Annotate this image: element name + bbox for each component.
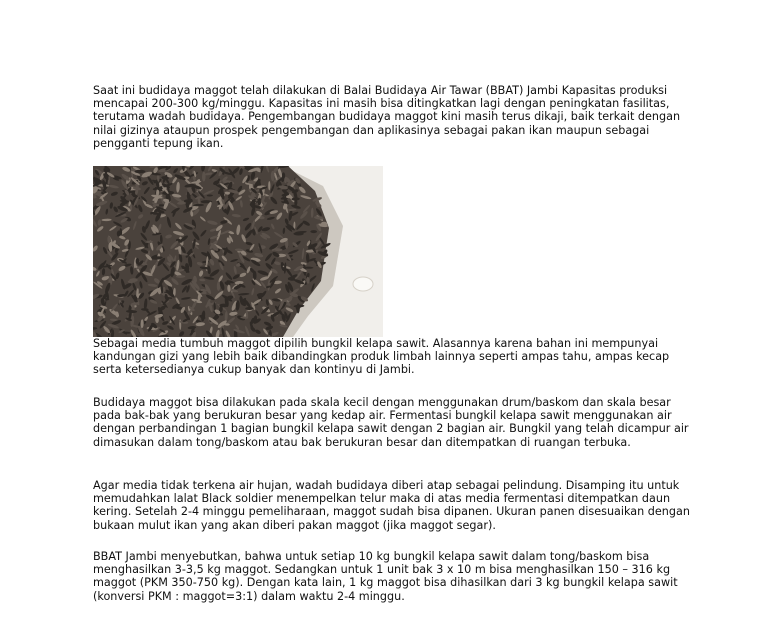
maggot xyxy=(135,170,146,174)
paragraph-atap: Agar media tidak terkena air hujan, wadah budidaya diberi atap sebagai pelindung. Disamping itu untuk memudahkan lalat Black soldier menempelkan telur maka di atas media fermentasi ditempatkan daun kering. Setelah 2-4 minggu pemeliharaan, maggot sudah bisa dipanen. Ukuran panen disesuaikan dengan bukaan mulut ikan yang akan diberi pakan maggot (jika maggot segar). xyxy=(93,479,690,532)
maggot xyxy=(284,177,287,183)
white-object xyxy=(353,277,373,291)
paragraph-media: Sebagai media tumbuh maggot dipilih bungkil kelapa sawit. Alasannya karena bahan ini mempunyai kandungan gizi yang lebih baik dibandingkan produk limbah lainnya seperti ampas tahu, ampas kecap serta ketersedianya cukup banyak dan kontinyu di Jambi. xyxy=(93,337,670,377)
paragraph-budidaya: Budidaya maggot bisa dilakukan pada skala kecil dengan menggunakan drum/baskom dan skala besar pada bak-bak yang berukuran besar yang kedap air. Fermentasi bungkil kelapa sawit menggunakan air dengan perbandingan 1 bagian bungkil kelapa sawit dengan 2 bagian air. Bungkil yang telah dicampur air dimasukan dalam tong/baskom atau bak berukuran besar dan ditempatkan di ruangan terbuka. xyxy=(93,396,689,449)
maggot-tray-photo xyxy=(93,166,383,337)
maggot xyxy=(310,230,317,233)
paragraph-intro: Saat ini budidaya maggot telah dilakukan di Balai Budidaya Air Tawar (BBAT) Jambi Kapasitas produksi mencapai 200-300 kg/minggu. Kapasitas ini masih bisa ditingkatkan lagi dengan peningkatan fasilitas, terutama wadah budidaya. Pengembangan budidaya maggot kini masih terus dikaji, baik terkait dengan nilai gizinya ataupun prospek pengembangan dan aplikasinya sebagai pakan ikan maupun sebagai pengganti tepung ikan. xyxy=(93,84,681,150)
paragraph-bbat-hasil: BBAT Jambi menyebutkan, bahwa untuk setiap 10 kg bungkil kelapa sawit dalam tong/baskom bisa menghasilkan 3-3,5 kg maggot. Sedangkan untuk 1 unit bak 3 x 10 m bisa menghasilkan 150 – 316 kg maggot (PKM 350-750 kg). Dengan kata lain, 1 kg maggot bisa dihasilkan dari 3 kg bungkil kelapa sawit (konversi PKM : maggot=3:1) dalam waktu 2-4 minggu. xyxy=(93,550,678,603)
maggot-tray-image xyxy=(93,166,383,337)
maggot xyxy=(268,181,270,190)
